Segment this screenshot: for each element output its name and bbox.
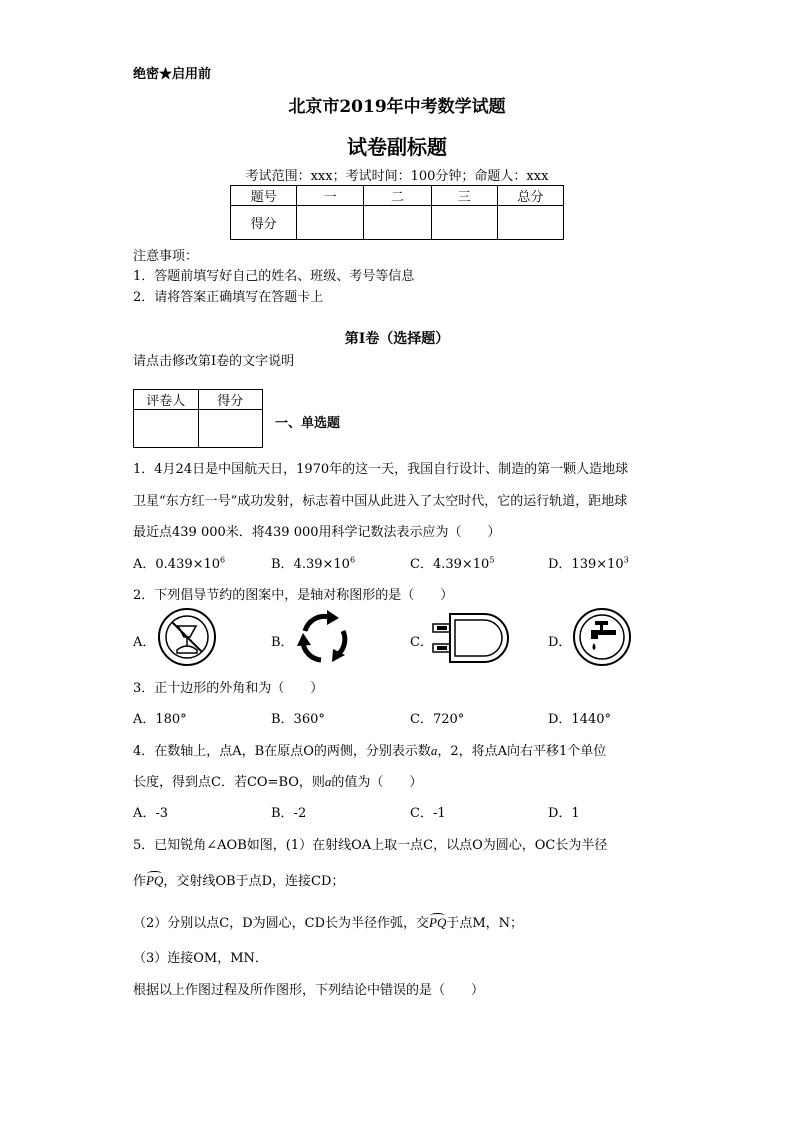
q4-option-a[interactable]: A．-3 [133,806,169,821]
q4-line: 4．在数轴上，点A，B在原点O的两侧，分别表示数a，2，将点A向右平移1个单位 [133,743,607,759]
part1-desc[interactable]: 请点击修改第I卷的文字说明 [133,354,295,369]
q1-line: 最近点439 000米．将439 000用科学记数法表示应为（ ） [133,525,501,540]
q5-line: 根据以上作图过程及所作图形，下列结论中错误的是（ ） [133,983,485,998]
no-wine-icon[interactable] [156,606,218,668]
q3-stem: 3．正十边形的外角和为（ ） [133,681,324,696]
q3-option-b[interactable]: B．360° [271,712,325,727]
recycle-arrows-icon[interactable] [293,606,355,668]
exam-subtitle: 试卷副标题 [347,135,447,159]
q5-line: （2）分别以点C，D为圆心，CD长为半径作弧，交PQ于点M，N； [133,915,524,931]
grader-cell[interactable] [134,410,199,448]
notice-item: 1．答题前填写好自己的姓名、班级、考号等信息 [133,269,415,284]
q1-line: 卫星“东方红一号”成功发射，标志着中国从此进入了太空时代，它的运行轨道，距地球 [133,494,628,509]
score-cell[interactable] [364,206,431,240]
q3-option-c[interactable]: C．720° [410,712,465,727]
q1-option-a[interactable]: A．$0.439\times 10^6$ [133,555,226,572]
q1-option-c[interactable]: C．$4.39\times 10^5$ [410,555,495,572]
score-header-cell: 题号 [231,186,297,206]
q3-option-d[interactable]: D．1440° [548,712,612,727]
score-cell[interactable] [497,206,563,240]
score-header-cell: 一 [297,186,364,206]
exam-info: 考试范围：xxx；考试时间：100分钟；命题人：xxx [245,169,549,184]
score-table [230,185,564,240]
q2-option-d-label[interactable]: D． [548,635,572,650]
exam-title: 北京市2019年中考数学试题 [288,97,506,117]
score-cell[interactable] [431,206,497,240]
score-cell[interactable] [297,206,364,240]
notice-title: 注意事项： [133,249,199,264]
part1-title: 第I卷（选择题） [344,331,450,347]
q5-line: 作PQ，交射线OB于点D，连接CD； [133,873,345,889]
score-header-cell: 三 [431,186,497,206]
score-row-label: 得分 [231,206,297,240]
q2-option-b-label[interactable]: B． [271,635,294,650]
section-title: 一、单选题 [275,416,341,431]
score-header-cell: 总分 [497,186,563,206]
q1-line: 1．4月24日是中国航天日，1970年的这一天，我国自行设计、制造的第一颗人造地球 [133,462,629,477]
water-tap-icon[interactable] [571,606,633,668]
q2-option-a-label[interactable]: A． [133,635,156,650]
grader-header: 评卷人 [134,390,199,410]
q2-stem: 2．下列倡导节约的图案中，是轴对称图形的是（ ） [133,588,454,603]
arc-pq: PQ [146,873,164,888]
score-header-cell: 二 [364,186,431,206]
score-cell[interactable] [198,410,263,448]
secret-mark: 绝密★启用前 [133,67,212,82]
q4-line: 长度，得到点C．若CO=BO，则a的值为（ ） [133,774,423,790]
q1-option-d[interactable]: D．$139\times 10^3$ [548,555,629,572]
q5-line: （3）连接OM，MN． [133,951,268,966]
q5-line: 5．已知锐角∠AOB如图，(1）在射线OA上取一点C，以点O为圆心，OC长为半径 [133,838,608,853]
arc-pq: PQ [429,915,447,930]
q2-option-c-label[interactable]: C． [410,635,433,650]
grader-table [133,389,263,448]
power-plug-icon[interactable] [430,610,512,666]
q4-option-c[interactable]: C．-1 [410,806,446,821]
q1-option-b[interactable]: B．$4.39\times 10^6$ [271,555,356,572]
notice-item: 2．请将答案正确填写在答题卡上 [133,290,324,305]
q3-option-a[interactable]: A．180° [133,712,187,727]
score-header: 得分 [198,390,263,410]
q4-option-d[interactable]: D．1 [548,806,580,821]
q4-option-b[interactable]: B．-2 [271,806,307,821]
